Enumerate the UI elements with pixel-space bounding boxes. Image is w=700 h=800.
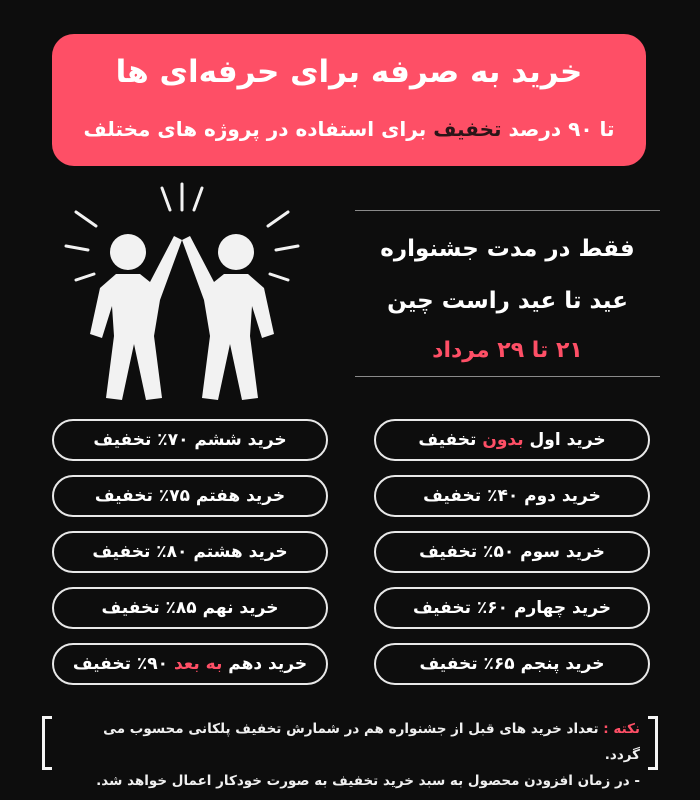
offer-label: خرید اول [529, 430, 606, 450]
high-five-figures-icon [58, 176, 318, 406]
offer-discount: ۹۰٪ تخفیف [72, 654, 169, 674]
offer-purchase-2 [374, 475, 650, 517]
footnote-text [64, 716, 640, 794]
bracket-left-icon [42, 716, 52, 770]
offer-purchase-9 [52, 587, 328, 629]
offer-discount: ۴۰٪ تخفیف [423, 486, 519, 506]
footnote-line-2: - در زمان افزودن محصول به سبد خرید تخفیف به صورت خودکار اعمال خواهد شد. [96, 773, 640, 789]
footnote-label: نکته : [603, 721, 640, 737]
offer-discount: ۶۰٪ تخفیف [412, 598, 509, 618]
footnote-line-1-text: تعداد خرید های قبل از جشنواره هم در شمارش تخفیف پلکانی محسوب می گردد. [103, 721, 640, 763]
footnote-line-1 [64, 716, 640, 768]
offer-label: خرید سوم [520, 542, 605, 562]
offer-purchase-4 [374, 587, 650, 629]
offer-label: خرید دهم [228, 654, 308, 674]
subtitle-post: برای استفاده در پروژه های مختلف [83, 117, 427, 141]
offer-purchase-8 [52, 531, 328, 573]
bracket-right-icon [648, 716, 658, 770]
banner-title: خرید به صرفه برای حرفه‌ای ها [115, 54, 583, 90]
offer-label: خرید نهم [202, 598, 279, 618]
offer-label: خرید ششم [194, 430, 287, 450]
offer-label: خرید هفتم [195, 486, 286, 506]
festival-dates: ۲۱ تا ۲۹ مرداد [432, 338, 583, 363]
promo-banner [52, 34, 646, 166]
divider-bottom [355, 376, 660, 377]
offer-label: خرید پنجم [520, 654, 605, 674]
offer-discount: تخفیف [418, 430, 477, 450]
offer-label: خرید هشتم [193, 542, 288, 562]
offer-purchase-1 [374, 419, 650, 461]
festival-line-2: عید تا عید راست چین [387, 288, 628, 314]
offer-purchase-7 [52, 475, 328, 517]
offer-highlight: به بعد [173, 654, 223, 674]
offer-purchase-10 [52, 643, 328, 685]
festival-info [355, 210, 660, 378]
offer-discount: ۷۵٪ تخفیف [94, 486, 190, 506]
footnote [42, 712, 658, 789]
festival-line-1: فقط در مدت جشنواره [380, 236, 635, 262]
offer-purchase-3 [374, 531, 650, 573]
offer-discount: ۶۵٪ تخفیف [419, 654, 515, 674]
offer-label: خرید چهارم [513, 598, 612, 618]
subtitle-pre: تا ۹۰ درصد [508, 117, 615, 141]
offer-purchase-5 [374, 643, 650, 685]
banner-subtitle [52, 112, 646, 146]
offer-discount: ۸۵٪ تخفیف [101, 598, 197, 618]
offer-purchase-6 [52, 419, 328, 461]
offer-discount: ۸۰٪ تخفیف [92, 542, 188, 562]
subtitle-highlight: تخفیف [433, 117, 502, 141]
offer-highlight: بدون [482, 430, 524, 450]
offer-label: خرید دوم [524, 486, 601, 506]
offer-discount: ۷۰٪ تخفیف [93, 430, 189, 450]
offer-discount: ۵۰٪ تخفیف [419, 542, 515, 562]
divider-top [355, 210, 660, 211]
